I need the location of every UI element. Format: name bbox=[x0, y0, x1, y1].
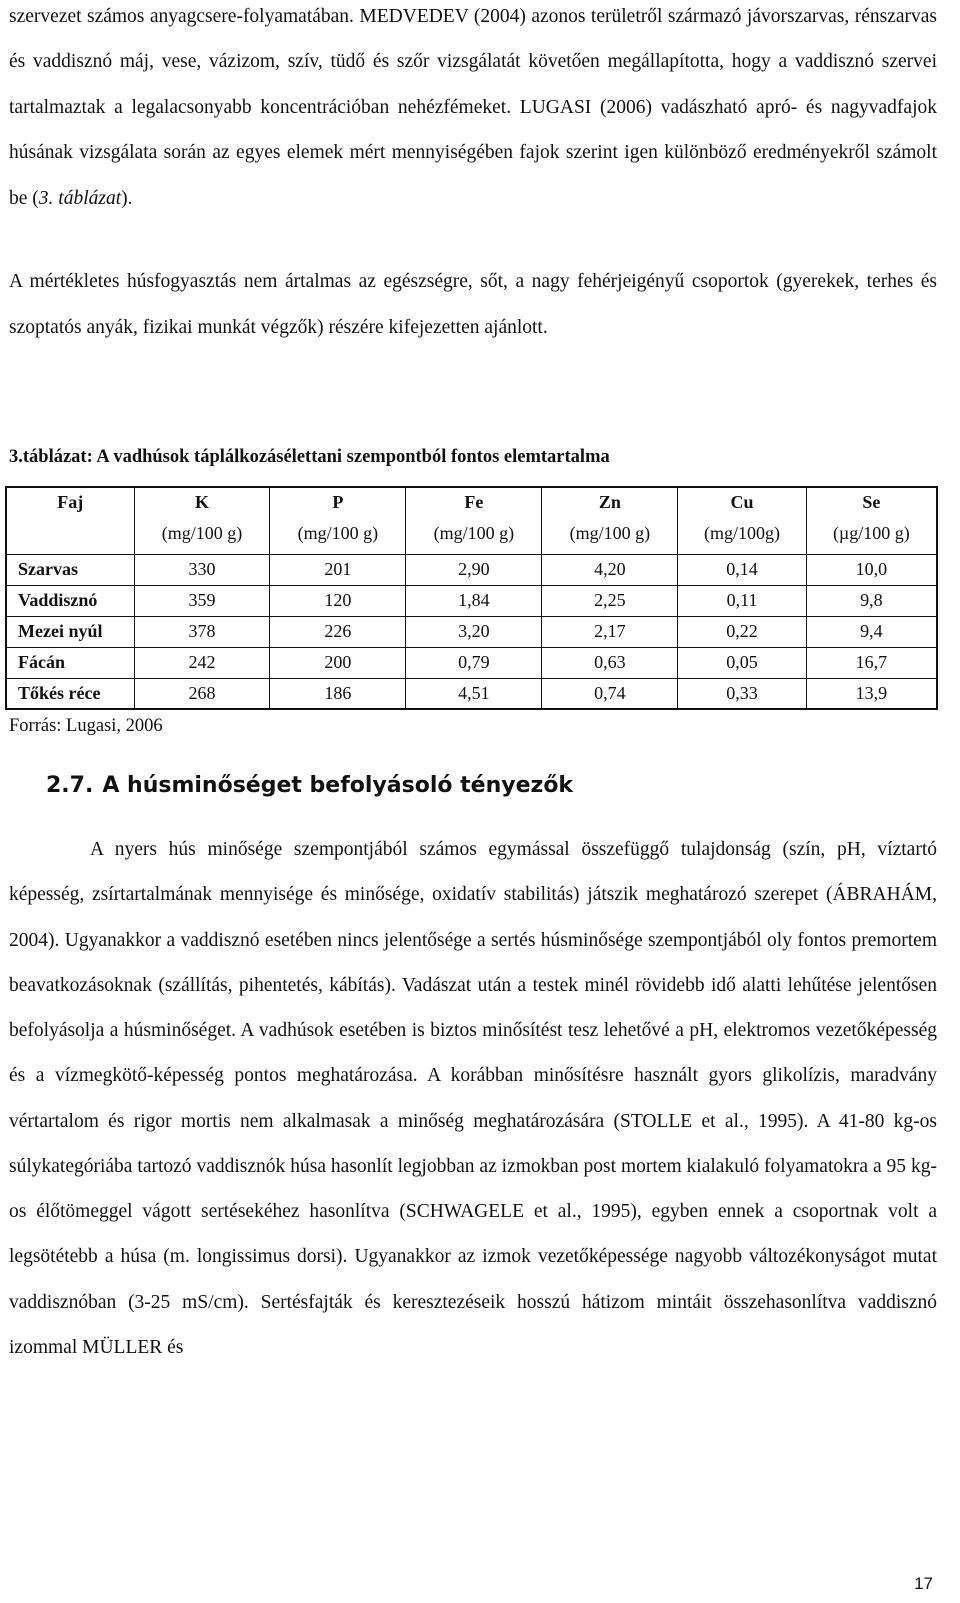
value-cell: 359 bbox=[134, 585, 270, 616]
header-k bbox=[134, 487, 270, 554]
header-unit: (mg/100 g) bbox=[433, 523, 515, 543]
value-cell: 226 bbox=[270, 616, 406, 647]
section-number: 2.7. bbox=[46, 773, 94, 798]
value-cell: 3,20 bbox=[406, 616, 542, 647]
table-row bbox=[6, 554, 937, 585]
value-cell: 200 bbox=[270, 647, 406, 678]
value-cell: 2,90 bbox=[406, 554, 542, 585]
table-row bbox=[6, 616, 937, 647]
header-name: P bbox=[332, 492, 344, 512]
header-name: Cu bbox=[730, 492, 754, 512]
header-name: Zn bbox=[598, 492, 621, 512]
table-row bbox=[6, 585, 937, 616]
intro-text-end: ). bbox=[121, 187, 133, 209]
header-name: K bbox=[194, 492, 209, 512]
value-cell: 268 bbox=[134, 678, 270, 709]
value-cell: 9,4 bbox=[806, 616, 937, 647]
header-se bbox=[806, 487, 937, 554]
value-cell: 9,8 bbox=[806, 585, 937, 616]
header-fe bbox=[406, 487, 542, 554]
table-header-row bbox=[6, 487, 937, 554]
element-content-table bbox=[5, 486, 938, 710]
header-unit: (mg/100 g) bbox=[297, 523, 379, 543]
value-cell: 0,11 bbox=[678, 585, 806, 616]
species-cell: Mezei nyúl bbox=[6, 616, 134, 647]
header-name: Se bbox=[862, 492, 881, 512]
value-cell: 201 bbox=[270, 554, 406, 585]
header-unit: (mg/100 g) bbox=[161, 523, 243, 543]
value-cell: 242 bbox=[134, 647, 270, 678]
header-unit: (mg/100 g) bbox=[569, 523, 651, 543]
value-cell: 330 bbox=[134, 554, 270, 585]
table-row bbox=[6, 678, 937, 709]
value-cell: 2,17 bbox=[542, 616, 678, 647]
section-heading bbox=[46, 773, 573, 798]
species-cell: Vaddisznó bbox=[6, 585, 134, 616]
value-cell: 10,0 bbox=[806, 554, 937, 585]
header-zn bbox=[542, 487, 678, 554]
value-cell: 4,20 bbox=[542, 554, 678, 585]
value-cell: 4,51 bbox=[406, 678, 542, 709]
header-name: Fe bbox=[464, 492, 484, 512]
header-faj bbox=[6, 487, 134, 554]
intro-paragraph bbox=[9, 0, 937, 221]
header-name: Faj bbox=[57, 492, 84, 512]
header-unit: (µg/100 g) bbox=[832, 523, 910, 543]
species-cell: Szarvas bbox=[6, 554, 134, 585]
value-cell: 0,79 bbox=[406, 647, 542, 678]
table-row bbox=[6, 647, 937, 678]
species-cell: Fácán bbox=[6, 647, 134, 678]
value-cell: 378 bbox=[134, 616, 270, 647]
value-cell: 0,22 bbox=[678, 616, 806, 647]
value-cell: 120 bbox=[270, 585, 406, 616]
value-cell: 186 bbox=[270, 678, 406, 709]
body-paragraph: A nyers hús minősége szempontjából számos egymással összefüggő tulajdonság (szín, pH, víztartó képesség, zsírtartalmának mennyisége és minősége, oxidatív stabilitás) játszik meghatározó szerepet (ÁBRAHÁM, 2004). Ugyanakkor a vaddisznó esetében nincs jelentősége a sertés húsminősége szempontjából oly fontos premortem beavatkozásoknak (szállítás, pihentetés, kábítás). Vadászat után a testek minél rövidebb idő alatti lehűtése jelentősen befolyásolja a húsminőséget. A vadhúsok esetében is biztos minősítést tesz lehetővé a pH, elektromos vezetőképesség és a vízmegkötő-képesség pontos meghatározása. A korábban minősítésre használt gyors glikolízis, maradvány vértartalom és rigor mortis nem alkalmasak a minőség meghatározására (STOLLE et al., 1995). A 41-80 kg-os súlykategóriába tartozó vaddisznók húsa hasonlít legjobban az izmokban post mortem kialakuló folyamatokra a 95 kg-os élőtömeggel vágott sertésekéhez hasonlítva (SCHWAGELE et al., 1995), egyben ennek a csoportnak volt a legsötétebb a húsa (m. longissimus dorsi). Ugyanakkor az izmok vezetőképessége nagyobb változékonyságot mutat vaddisznóban (3-25 mS/cm). Sertésfajták és keresztezéseik hosszú hátizom mintáit összehasonlítva vaddisznó izommal MÜLLER és bbox=[9, 839, 937, 1358]
value-cell: 13,9 bbox=[806, 678, 937, 709]
value-cell: 0,14 bbox=[678, 554, 806, 585]
header-p bbox=[270, 487, 406, 554]
value-cell: 0,74 bbox=[542, 678, 678, 709]
table-caption: 3.táblázat: A vadhúsok táplálkozásélettani szempontból fontos elemtartalma bbox=[9, 447, 610, 467]
value-cell: 16,7 bbox=[806, 647, 937, 678]
section-title: A húsminőséget befolyásoló tényezők bbox=[102, 773, 574, 798]
header-cu bbox=[678, 487, 806, 554]
page-number: 17 bbox=[914, 1574, 933, 1593]
species-cell: Tőkés réce bbox=[6, 678, 134, 709]
value-cell: 2,25 bbox=[542, 585, 678, 616]
value-cell: 0,33 bbox=[678, 678, 806, 709]
intro-text: szervezet számos anyagcsere-folyamatában. MEDVEDEV (2004) azonos területről származó jávorszarvas, rénszarvas és vaddisznó máj, vese, vázizom, szív, tüdő és szőr vizsgálatát követően megállapította, hogy a vaddisznó szervei tartalmaztak a legalacsonyabb koncentrációban nehézfémeket. LUGASI (2006) vadászható apró- és nagyvadfajok húsának vizsgálata során az egyes elemek mért mennyiségében fajok szerint igen különböző eredményekről számolt be ( bbox=[9, 6, 937, 209]
value-cell: 0,05 bbox=[678, 647, 806, 678]
header-unit: (mg/100g) bbox=[704, 523, 781, 543]
table-source-note: Forrás: Lugasi, 2006 bbox=[9, 716, 163, 736]
second-paragraph: A mértékletes húsfogyasztás nem ártalmas az egészségre, sőt, a nagy fehérjeigényű csoportok (gyerekek, terhes és szoptatós anyák, fizikai munkát végzők) részére kifejezetten ajánlott. bbox=[9, 271, 937, 338]
table-reference: 3. táblázat bbox=[38, 187, 122, 209]
value-cell: 1,84 bbox=[406, 585, 542, 616]
value-cell: 0,63 bbox=[542, 647, 678, 678]
